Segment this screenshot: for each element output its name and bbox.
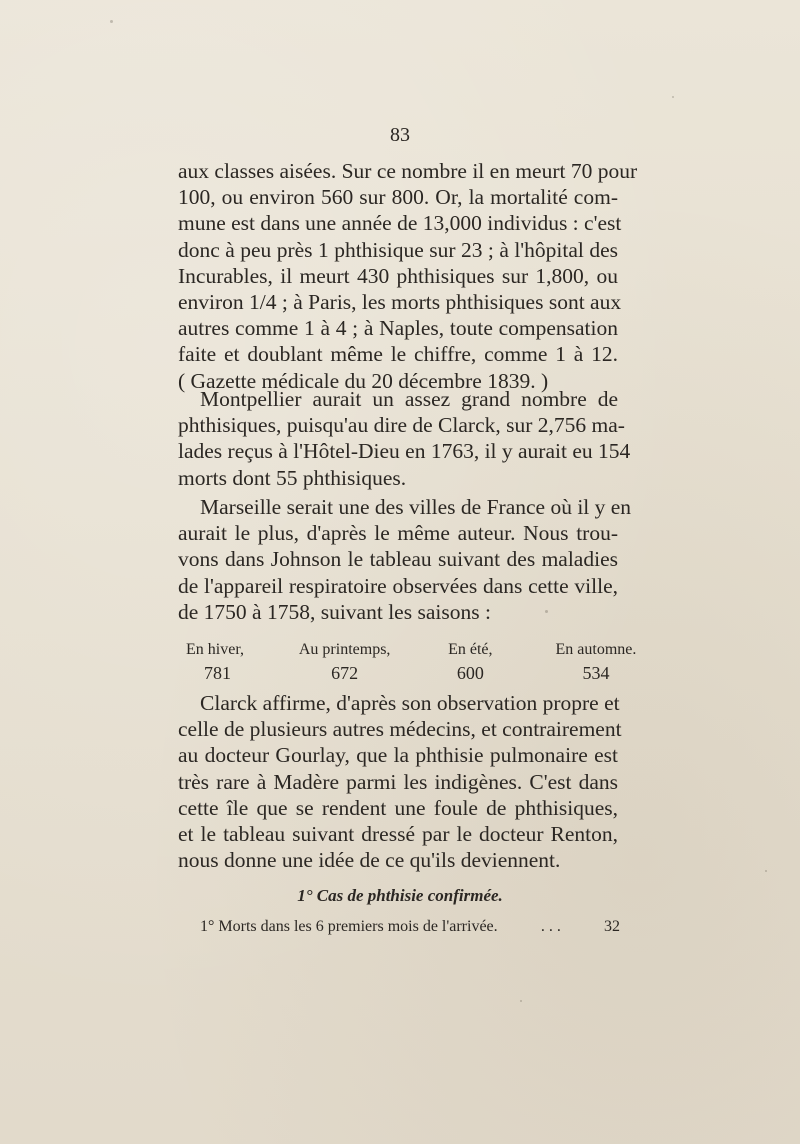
text-line: Incurables, il meurt 430 phthisiques sur 1,800, ou xyxy=(178,263,618,288)
text-line: Marseille serait une des villes de France où il y en xyxy=(200,495,632,519)
list-item xyxy=(200,918,620,936)
text-line: de l'appareil respiratoire observées dans cette ville, xyxy=(178,573,618,598)
text-line: de 1750 à 1758, suivant les saisons : xyxy=(178,599,491,624)
season-value: 781 xyxy=(204,663,231,683)
text-line: autres comme 1 à 4 ; à Naples, toute compensation xyxy=(178,316,618,341)
list-item-value: 32 xyxy=(604,918,620,935)
text-line: cette île que se rendent une foule de phthisiques, xyxy=(178,795,618,820)
text-line: faite et doublant même le chiffre, comme 1 à 12. xyxy=(178,342,618,367)
text-line: aux classes aisées. Sur ce nombre il en meurt 70 pour xyxy=(178,159,638,183)
paragraph-marseille xyxy=(178,494,632,625)
text-line: mune est dans une année de 13,000 individus : c'est xyxy=(178,211,622,236)
text-line: donc à peu près 1 phthisique sur 23 ; à l'hôpital des xyxy=(178,237,618,262)
season-table xyxy=(186,641,656,687)
season-value: 534 xyxy=(582,663,610,683)
paper-speck xyxy=(765,870,767,872)
season-header: En automne. xyxy=(555,641,637,658)
text-line: Montpellier aurait un assez grand nombre de xyxy=(200,387,618,411)
season-header: En été, xyxy=(448,641,493,658)
paper-speck xyxy=(672,96,674,98)
paragraph-madeira xyxy=(178,690,622,873)
season-table-header-row xyxy=(186,641,656,663)
text-line: Clarck affirme, d'après son observation propre et xyxy=(200,691,620,715)
text-line: vons dans Johnson le tableau suivant des maladies xyxy=(178,547,618,572)
paragraph-mortality-statistics xyxy=(178,158,638,394)
section-title: 1° Cas de phthisie confirmée. xyxy=(297,886,503,905)
season-table-value-row xyxy=(186,663,656,687)
text-line: morts dont 55 phthisiques. xyxy=(178,465,407,490)
paper-speck xyxy=(520,1000,522,1002)
paper-speck xyxy=(545,610,548,613)
paragraph-montpellier xyxy=(178,386,631,491)
text-line: 100, ou environ 560 sur 800. Or, la mortalité com- xyxy=(178,185,618,210)
season-header: Au printemps, xyxy=(298,641,391,658)
season-value: 672 xyxy=(331,663,359,683)
page-number: 83 xyxy=(390,124,410,146)
text-line: et le tableau suivant dressé par le docteur Renton, xyxy=(178,821,618,846)
season-value: 600 xyxy=(456,663,484,683)
text-line: nous donne une idée de ce qu'ils deviennent. xyxy=(178,848,561,873)
season-header: En hiver, xyxy=(186,641,245,658)
list-item-label: 1° Morts dans les 6 premiers mois de l'arrivée. xyxy=(200,918,498,935)
text-line: phthisiques, puisqu'au dire de Clarck, sur 2,756 ma- xyxy=(178,413,625,438)
text-line: lades reçus à l'Hôtel-Dieu en 1763, il y aurait eu 154 xyxy=(178,439,631,464)
list-item-leaders: . . . xyxy=(540,918,561,935)
text-line: environ 1/4 ; à Paris, les morts phthisiques sont aux xyxy=(178,289,622,314)
text-line: au docteur Gourlay, que la phthisie pulmonaire est xyxy=(178,743,618,768)
text-line: celle de plusieurs autres médecins, et contrairement xyxy=(178,717,622,742)
text-line: aurait le plus, d'après le même auteur. Nous trou- xyxy=(178,521,618,546)
text-line: très rare à Madère parmi les indigènes. C'est dans xyxy=(178,769,618,794)
citation-line: ( Gazette médicale du 20 décembre 1839. ) xyxy=(178,368,549,393)
paper-speck xyxy=(110,20,113,23)
